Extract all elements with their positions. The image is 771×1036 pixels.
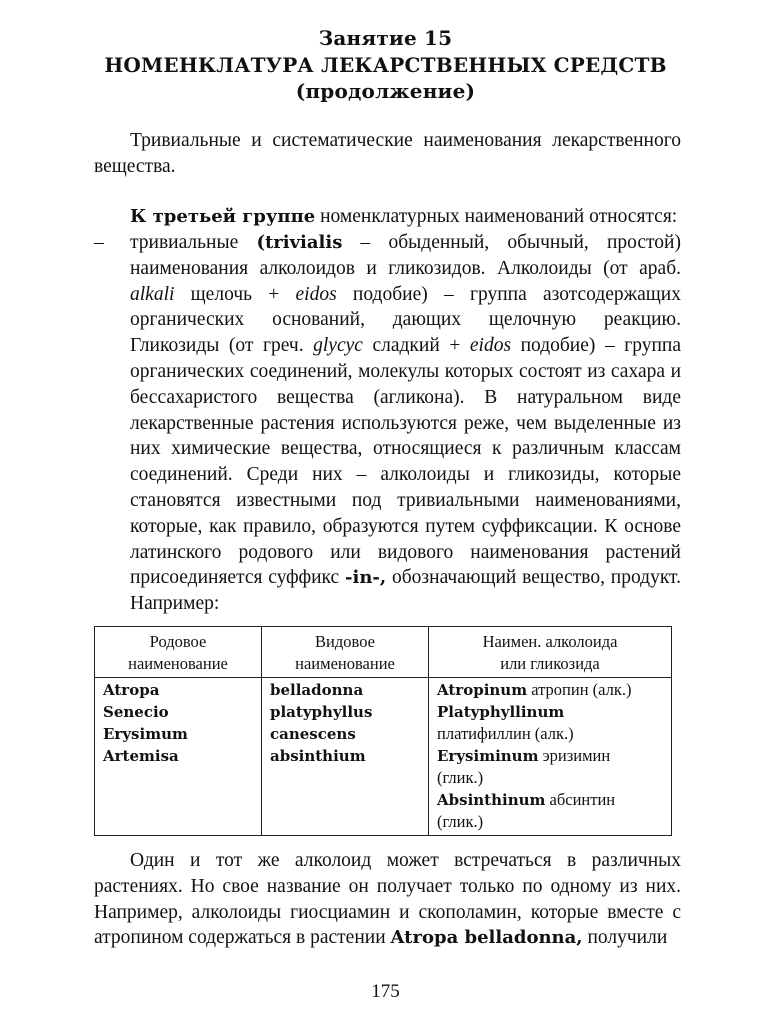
text-run: обозначающий вещество, продукт. Например: <box>130 567 681 615</box>
genus-name: Atropa <box>103 681 160 699</box>
table-header-row <box>95 627 672 678</box>
text-run: подобие) – группа азотсодержащих органических оснований, дающих щелочную реакцию. Гликозиды (от греч. <box>130 283 681 357</box>
alkaloid-latin: Absinthinum <box>437 791 546 809</box>
final-paragraph <box>94 848 681 951</box>
etymology-term: eidos <box>295 283 337 305</box>
latin-term: Atropa belladonna, <box>390 927 583 949</box>
page-number: 175 <box>371 981 400 1002</box>
etymology-term: alkali <box>130 283 175 305</box>
alkaloid-russian: (глик.) <box>437 812 484 831</box>
header-line: наименование <box>295 654 395 673</box>
text-run: тривиальные <box>130 232 257 253</box>
list-dash: – <box>94 232 104 253</box>
column-header-species <box>262 627 429 678</box>
header-line: наименование <box>128 654 228 673</box>
genus-name: Erysimum <box>103 725 188 743</box>
alkaloid-line <box>437 679 663 701</box>
third-group-lead: К третьей группе <box>130 206 316 227</box>
alkaloid-russian: абсинтин <box>545 790 616 809</box>
genus-name: Artemisa <box>103 747 179 765</box>
species-cell <box>262 678 429 836</box>
species-name: platyphyllus <box>270 703 373 721</box>
etymology-term: eidos <box>469 335 512 357</box>
alkaloid-russian: (глик.) <box>437 768 484 787</box>
trivial-names-paragraph <box>130 230 681 617</box>
text-run: подобие) – группа органических соединений, молекулы которых состоят из сахара и бессахаристого вещества (агликона). В натуральном виде лекарственные растения используются реже, чем выделенные из них химические вещества, относящиеся к различным классам соединений. Среди них – алколоиды и гликозиды, которые становятся известными под тривиальными наименованиями, которые, как правило, образуются путем суффиксации. К основе латинского родового или видового наименования растений присоединяется суффикс <box>130 335 682 589</box>
third-group-paragraph <box>94 204 681 230</box>
alkaloid-line <box>437 701 663 723</box>
header-line: Родовое <box>149 632 207 651</box>
alkaloid-latin: Erysiminum <box>437 747 539 765</box>
table-row <box>95 678 672 836</box>
third-group-lead-rest: номенклатурных наименований относятся: <box>315 206 678 227</box>
nomenclature-table <box>94 626 672 836</box>
genus-cell <box>95 678 262 836</box>
alkaloid-line <box>437 767 663 789</box>
species-name: absinthium <box>270 747 366 765</box>
etymology-term: glycyc <box>313 335 363 357</box>
header-line: Видовое <box>315 632 375 651</box>
column-header-genus <box>95 627 262 678</box>
species-name: belladonna <box>270 681 364 699</box>
text-run: щелочь + <box>174 283 296 305</box>
genus-name: Senecio <box>103 703 169 721</box>
intro-paragraph: Тривиальные и систематические наименования лекарственного вещества. <box>94 130 681 177</box>
species-name: canescens <box>270 725 356 743</box>
alkaloid-latin: Platyphyllinum <box>437 703 565 721</box>
alkaloid-line <box>437 723 663 745</box>
suffix-term: -in-, <box>345 567 387 589</box>
column-header-alkaloid <box>429 627 672 678</box>
alkaloid-russian: эризимин <box>538 746 611 765</box>
text-run: получили <box>582 927 668 949</box>
alkaloid-cell <box>429 678 672 836</box>
latin-term: (trivialis <box>256 232 343 253</box>
alkaloid-russian: атропин (алк.) <box>527 680 632 699</box>
header-line: или гликозида <box>500 654 600 673</box>
page-subtitle: (продолжение) <box>295 79 476 103</box>
alkaloid-latin: Atropinum <box>437 681 528 699</box>
header-line: Наимен. алколоида <box>482 632 618 651</box>
alkaloid-russian: платифиллин (алк.) <box>437 724 574 743</box>
lesson-number: Занятие 15 <box>318 26 453 50</box>
text-run: сладкий + <box>362 335 470 357</box>
alkaloid-line <box>437 811 663 833</box>
text-run: Один и тот же алколоид может встречаться в различных растениях. Но свое название он получает только по одному из них. Например, алколоиды гиосциамин и скополамин, которые вместе с атропином содержаться в растении <box>94 850 681 949</box>
page-title: НОМЕНКЛАТУРА ЛЕКАРСТВЕННЫХ СРЕДСТВ <box>104 53 667 77</box>
alkaloid-line <box>437 745 663 767</box>
alkaloid-line <box>437 789 663 811</box>
text-run: – обыденный, обычный, простой) наименования алколоидов и гликозидов. Алколоиды (от араб. <box>130 232 681 279</box>
